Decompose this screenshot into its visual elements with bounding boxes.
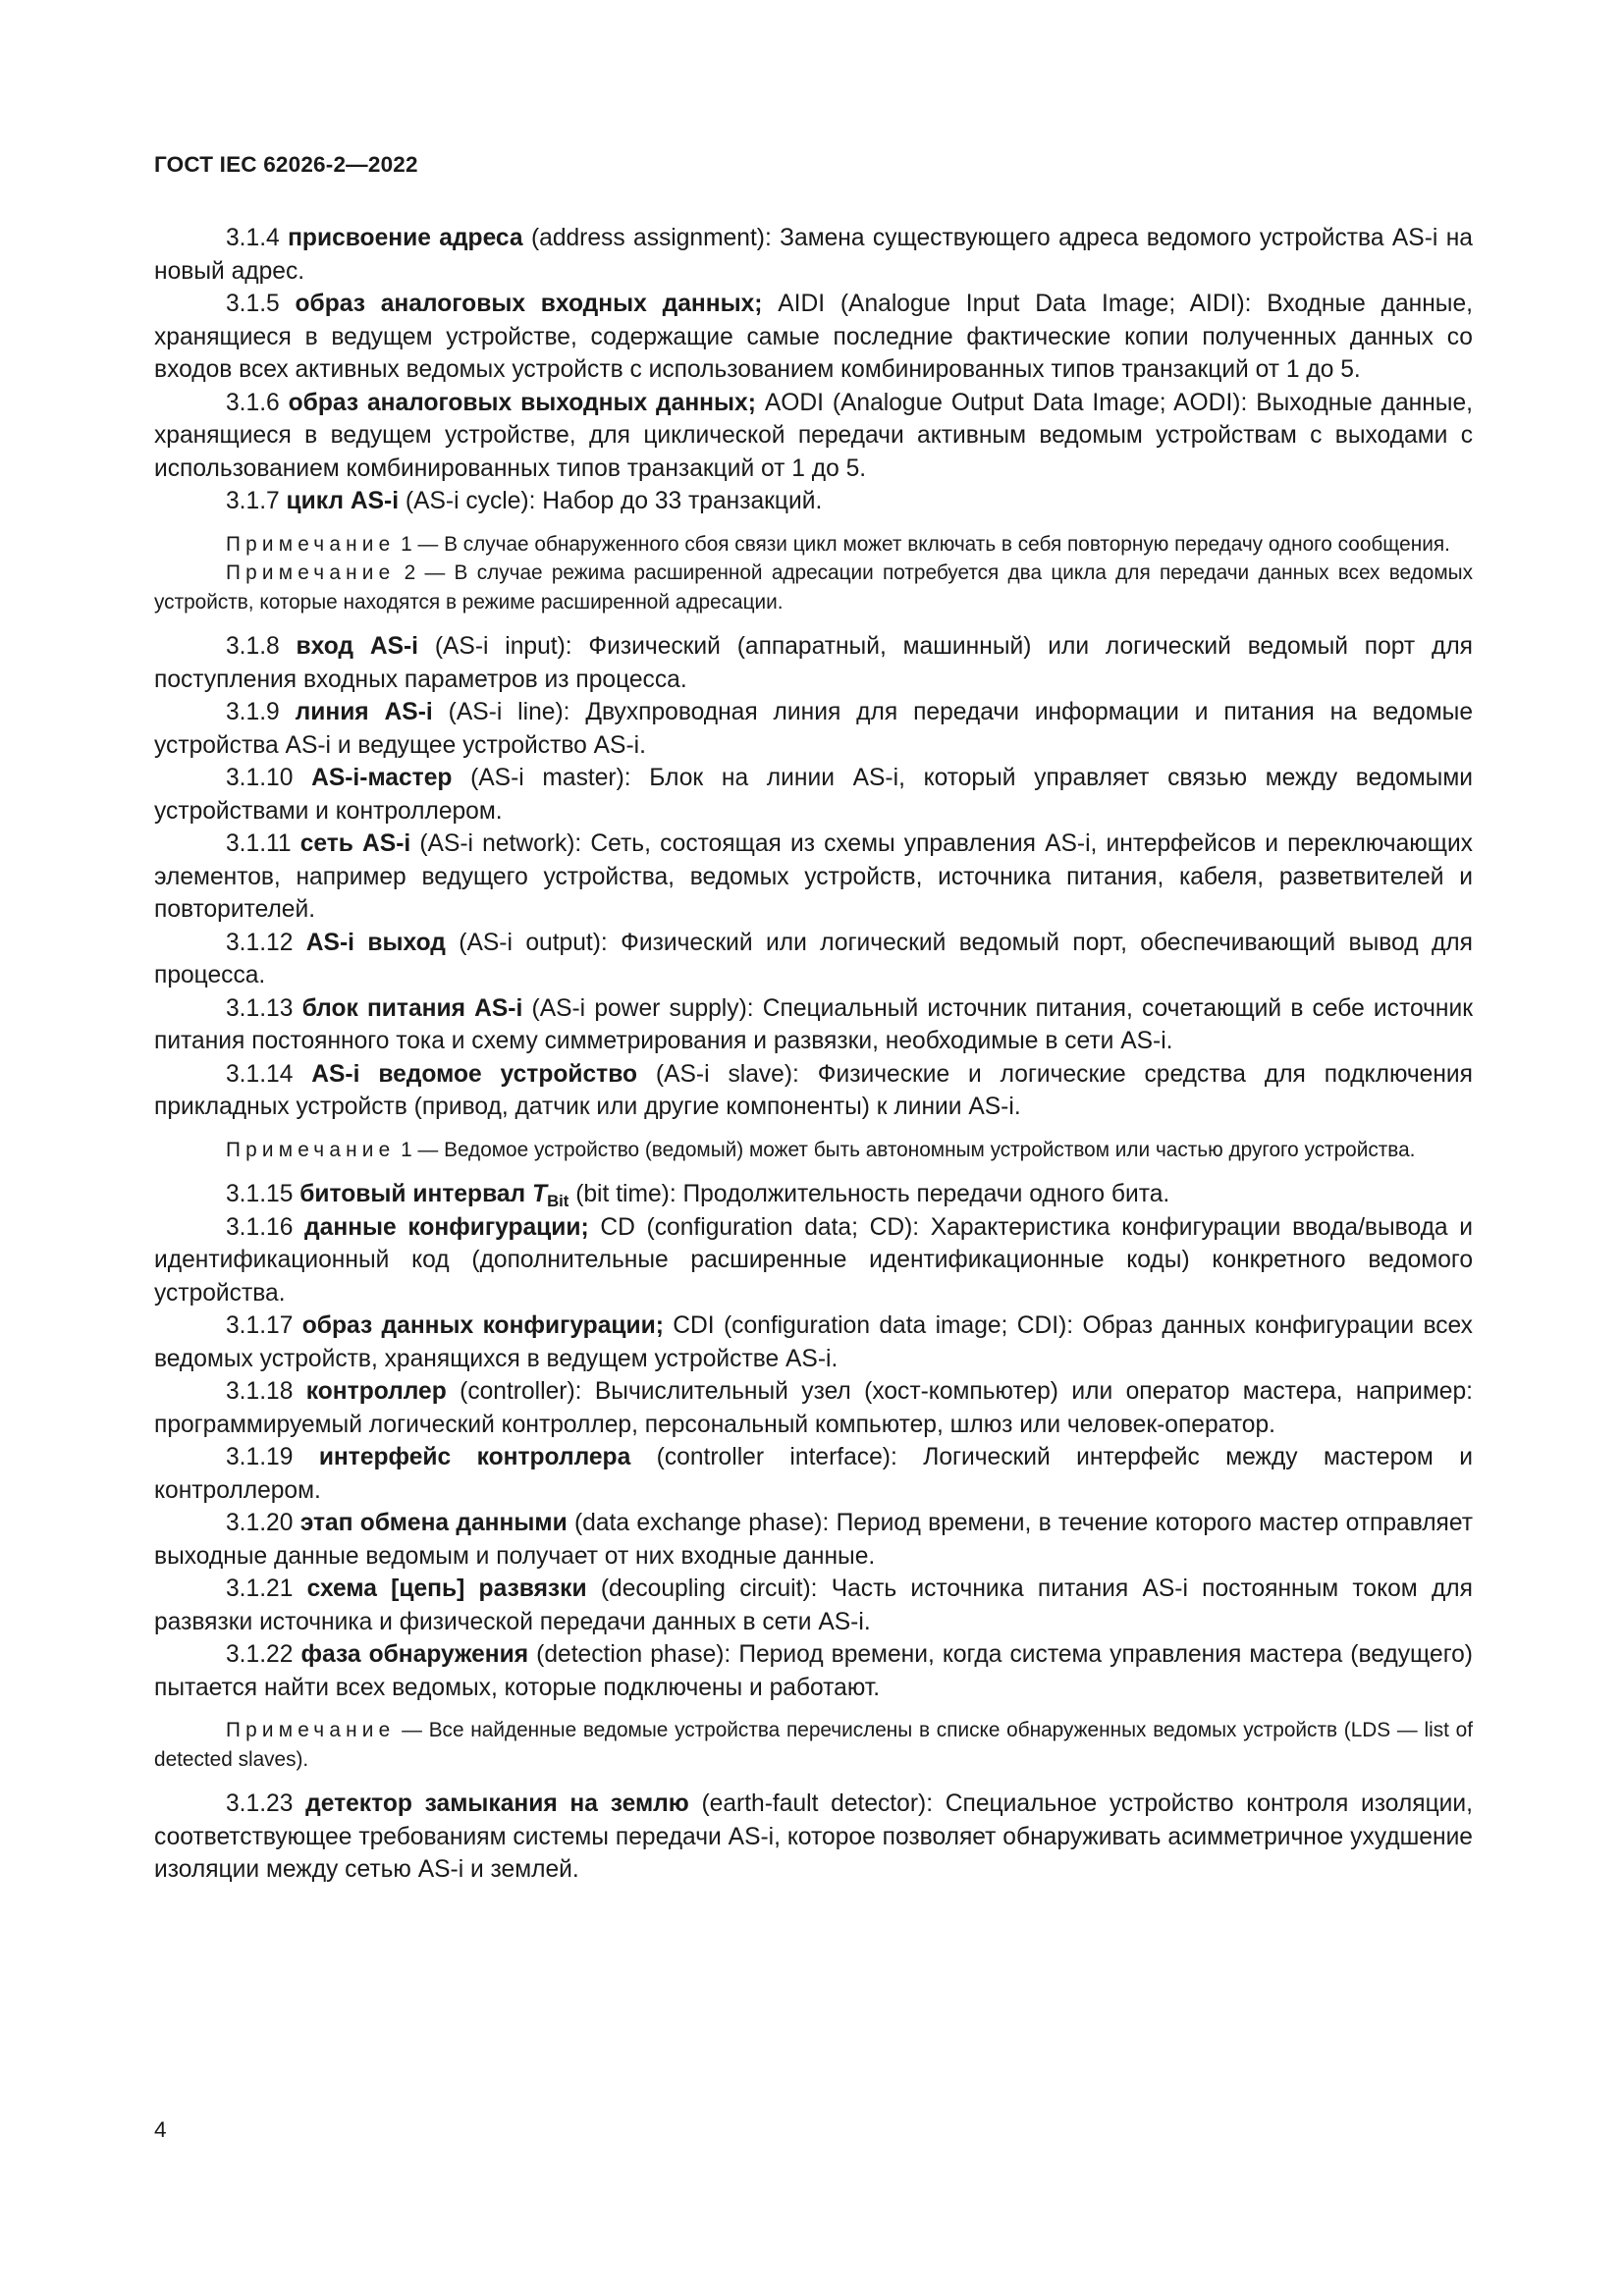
definition-text: (bit time): Продолжительность передачи одного бита. (568, 1181, 1170, 1207)
definition-text: (controller interface): Логический интерфейс между мастером и контроллером. (154, 1444, 1473, 1504)
definition-3-1-23 (154, 1788, 1473, 1887)
term: этап обмена данными (299, 1510, 568, 1536)
definition-3-1-16 (154, 1211, 1473, 1310)
term: образ аналоговых входных данных; (295, 291, 763, 317)
definition-text: (AS-i line): Двухпроводная линия для передачи информации и питания на ведомые устройства AS-i и ведущее устройство AS-i. (154, 699, 1473, 759)
definition-3-1-15 (154, 1178, 1473, 1211)
note-3-1-22 (154, 1716, 1473, 1774)
definition-text: (address assignment): Замена существующего адреса ведомого устройства AS-i на новый адрес. (154, 225, 1473, 285)
term: интерфейс контроллера (318, 1444, 631, 1470)
definition-3-1-21 (154, 1573, 1473, 1638)
definition-3-1-20 (154, 1507, 1473, 1573)
term: схема [цепь] развязки (306, 1575, 587, 1602)
term: AS-i ведомое устройство (311, 1060, 638, 1088)
definition-3-1-17 (154, 1309, 1473, 1375)
definition-text: (data exchange phase): Период времени, в течение которого мастер отправляет выходные данные ведомым и получает от них входные данные. (154, 1510, 1473, 1570)
definition-text: (decoupling circuit): Часть источника питания AS-i постоянным током для развязки источника и физической передачи данных в сети AS-i. (154, 1575, 1473, 1635)
page-number: 4 (154, 2117, 167, 2142)
clause-number: 3.1.22 (226, 1641, 294, 1668)
definition-text: (AS-i input): Физический (аппаратный, машинный) или логический ведомый порт для поступления входных параметров из процесса. (154, 633, 1474, 693)
note-label: Примечание (226, 532, 396, 556)
definition-text: (AS-i network): Сеть, состоящая из схемы управления AS-i, интерфейсов и переключающих элементов, например ведущего устройства, ведомых устройств, источника питания, кабеля, разветвителей и повторителей. (154, 830, 1473, 923)
note-text: — Все найденные ведомые устройства перечислены в списке обнаруженных ведомых устройств (LDS — list of detected slaves). (154, 1719, 1473, 1771)
term: цикл AS-i (286, 488, 400, 514)
symbol-subscript: Bit (547, 1192, 569, 1211)
term: данные конфигурации; (304, 1213, 589, 1241)
definition-3-1-12 (154, 927, 1473, 992)
clause-number: 3.1.10 (226, 765, 294, 791)
definition-3-1-13 (154, 992, 1473, 1058)
definition-3-1-7 (154, 485, 1473, 518)
definition-3-1-10 (154, 762, 1473, 828)
term: образ данных конфигурации; (301, 1312, 664, 1339)
term: AS-i-мастер (311, 765, 453, 791)
note-label: Примечание (226, 1138, 396, 1161)
clause-number: 3.1.15 (226, 1181, 294, 1207)
document-body (154, 222, 1473, 1887)
note-3-1-7-2 (154, 559, 1473, 616)
symbol-t: T (532, 1181, 548, 1207)
term: сеть AS-i (299, 830, 411, 857)
clause-number: 3.1.7 (226, 488, 280, 514)
clause-number: 3.1.18 (226, 1378, 294, 1405)
definition-text: AIDI (Analogue Input Data Image; AIDI): Входные данные, хранящиеся в ведущем устройстве, содержащие самые последние фактические копии полученных данных со входов всех активных ведомых устройств с использованием комбинированных типов транзакций от 1 до 5. (154, 291, 1473, 383)
definition-text: AODI (Analogue Output Data Image; AODI): Выходные данные, хранящиеся в ведущем устройстве, для циклической передачи активным ведомым устройствам с выходами с использованием комбинированных типов транзакций от 1 до 5. (154, 389, 1473, 482)
definition-3-1-9 (154, 696, 1473, 762)
definition-3-1-4 (154, 222, 1473, 288)
term: образ аналоговых выходных данных; (288, 389, 756, 416)
clause-number: 3.1.5 (226, 291, 280, 317)
definition-text: (controller): Вычислительный узел (хост-компьютер) или оператор мастера, например: программируемый логический контроллер, персональный компьютер, шлюз или человек-оператор. (154, 1378, 1473, 1438)
clause-number: 3.1.16 (226, 1213, 294, 1241)
term: фаза обнаружения (300, 1641, 529, 1668)
clause-number: 3.1.20 (226, 1510, 294, 1536)
definition-3-1-6 (154, 387, 1473, 486)
clause-number: 3.1.17 (226, 1312, 294, 1339)
term: линия AS-i (295, 699, 433, 725)
definition-text: (AS-i master): Блок на линии AS-i, который управляет связью между ведомыми устройствами и контроллером. (154, 765, 1473, 825)
note-text: 1 — Ведомое устройство (ведомый) может быть автономным устройством или частью другого устройства. (395, 1138, 1416, 1161)
definition-3-1-22 (154, 1638, 1473, 1704)
term: AS-i выход (305, 929, 446, 956)
definition-3-1-11 (154, 828, 1473, 927)
note-3-1-14-1 (154, 1136, 1473, 1165)
definition-3-1-8 (154, 630, 1473, 696)
clause-number: 3.1.11 (226, 830, 292, 857)
term: блок питания AS-i (301, 994, 523, 1022)
clause-number: 3.1.13 (226, 994, 294, 1022)
term: детектор замыкания на землю (305, 1790, 689, 1817)
clause-number: 3.1.23 (226, 1790, 294, 1817)
clause-number: 3.1.8 (226, 633, 280, 660)
term: контроллер (305, 1378, 447, 1405)
definition-text: CD (configuration data; CD): Характеристика конфигурации ввода/вывода и идентификационный код (дополнительные расширенные идентификационные коды) конкретного ведомого устройства. (154, 1213, 1474, 1307)
note-label: Примечание (226, 561, 396, 584)
definition-text: CDI (configuration data image; CDI): Образ данных конфигурации всех ведомых устройств, хранящихся в ведущем устройстве AS-i. (154, 1312, 1473, 1372)
note-text: 1 — В случае обнаруженного сбоя связи цикл может включать в себя повторную передачу одного сообщения. (395, 532, 1450, 556)
definition-text: (AS-i cycle): Набор до 33 транзакций. (399, 488, 823, 514)
clause-number: 3.1.4 (226, 225, 280, 251)
definition-text: (AS-i slave): Физические и логические средства для подключения прикладных устройств (привод, датчик или другие компоненты) к линии AS-i. (154, 1060, 1473, 1120)
term: присвоение адреса (288, 225, 523, 251)
definition-3-1-5 (154, 288, 1473, 387)
clause-number: 3.1.21 (226, 1575, 294, 1602)
definition-3-1-19 (154, 1441, 1473, 1507)
clause-number: 3.1.12 (226, 929, 294, 956)
definition-text: (AS-i output): Физический или логический ведомый порт, обеспечивающий вывод для процесса. (154, 929, 1473, 988)
clause-number: 3.1.6 (226, 389, 280, 416)
definition-text: (detection phase): Период времени, когда система управления мастера (ведущего) пытается найти всех ведомых, которые подключены и работают. (154, 1641, 1473, 1701)
clause-number: 3.1.14 (226, 1060, 294, 1088)
definition-3-1-14 (154, 1058, 1473, 1124)
term: битовый интервал (299, 1181, 526, 1207)
term: вход AS-i (296, 633, 419, 660)
document-header: ГОСТ IEC 62026-2—2022 (154, 152, 418, 177)
definition-text: (AS-i power supply): Специальный источник питания, сочетающий в себе источник питания постоянного тока и схему симметрирования и развязки, необходимые в сети AS-i. (154, 994, 1473, 1054)
clause-number: 3.1.9 (226, 699, 280, 725)
note-text: 2 — В случае режима расширенной адресации потребуется два цикла для передачи данных всех ведомых устройств, которые находятся в режиме расширенной адресации. (154, 561, 1473, 614)
definition-3-1-18 (154, 1375, 1473, 1441)
note-label: Примечание (226, 1719, 396, 1741)
note-3-1-7-1 (154, 530, 1473, 560)
clause-number: 3.1.19 (226, 1444, 294, 1470)
definition-text: (earth-fault detector): Специальное устройство контроля изоляции, соответствующее требованиям системы передачи AS-i, которое позволяет обнаруживать асимметричное ухудшение изоляции между сетью AS-i и землей. (154, 1790, 1473, 1883)
